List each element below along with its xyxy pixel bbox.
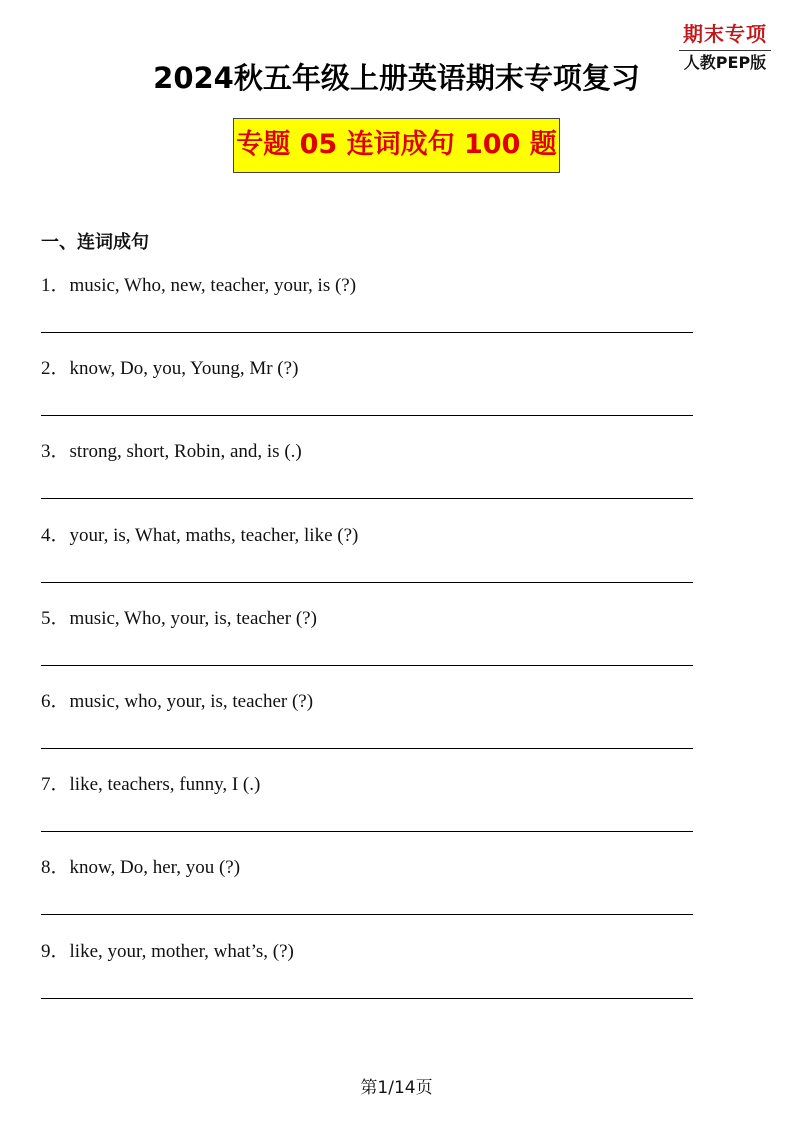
question-words: music, Who, new, teacher, your, is (?) — [69, 275, 357, 296]
section-heading: 一、连词成句 — [41, 232, 149, 253]
answer-line[interactable] — [41, 582, 693, 583]
question-text — [41, 936, 294, 963]
question-item — [41, 599, 693, 682]
page-title: 2024秋五年级上册英语期末专项复习 — [153, 61, 640, 95]
answer-line[interactable] — [41, 831, 693, 832]
answer-line[interactable] — [41, 914, 693, 915]
answer-line[interactable] — [41, 998, 693, 999]
question-number: 9． — [41, 940, 70, 962]
answer-line[interactable] — [41, 665, 693, 666]
question-number: 2． — [41, 358, 70, 380]
question-item — [41, 432, 693, 515]
question-item — [41, 932, 693, 1015]
question-text — [41, 520, 358, 547]
question-item — [41, 266, 693, 349]
answer-line[interactable] — [41, 498, 693, 499]
question-text — [41, 353, 298, 380]
question-words: your, is, What, maths, teacher, like (?) — [69, 524, 359, 546]
question-number: 3． — [41, 441, 70, 463]
answer-line[interactable] — [41, 415, 693, 416]
question-number: 5． — [41, 607, 70, 629]
question-words: know, Do, you, Young, Mr (?) — [69, 358, 299, 380]
question-list — [41, 266, 693, 1015]
question-item — [41, 848, 693, 931]
answer-line[interactable] — [41, 748, 693, 749]
answer-line[interactable] — [41, 332, 693, 333]
question-number: 8． — [41, 857, 70, 879]
question-number: 6． — [41, 690, 70, 712]
question-item — [41, 349, 693, 432]
question-number: 1． — [41, 275, 70, 296]
question-item — [41, 682, 693, 765]
page-number: 第1/14页 — [360, 1078, 433, 1098]
question-text — [41, 852, 240, 879]
question-words: like, teachers, funny, I (.) — [69, 774, 261, 796]
question-item — [41, 765, 693, 848]
question-words: strong, short, Robin, and, is (.) — [69, 441, 302, 463]
question-number: 7． — [41, 774, 70, 796]
question-words: like, your, mother, what’s, (?) — [69, 940, 294, 962]
question-text — [41, 436, 302, 463]
question-text — [41, 769, 260, 796]
question-words: know, Do, her, you (?) — [69, 857, 241, 879]
question-words: music, who, your, is, teacher (?) — [69, 690, 314, 712]
topic-banner: 专题 05 连词成句 100 题 — [233, 118, 560, 173]
badge-title: 期末专项 — [679, 20, 771, 51]
badge-edition: 人教PEP版 — [683, 53, 767, 72]
question-text — [41, 603, 317, 630]
question-item — [41, 516, 693, 599]
question-words: music, Who, your, is, teacher (?) — [69, 607, 317, 629]
question-text — [41, 270, 356, 297]
question-text — [41, 686, 313, 713]
question-number: 4． — [41, 524, 70, 546]
